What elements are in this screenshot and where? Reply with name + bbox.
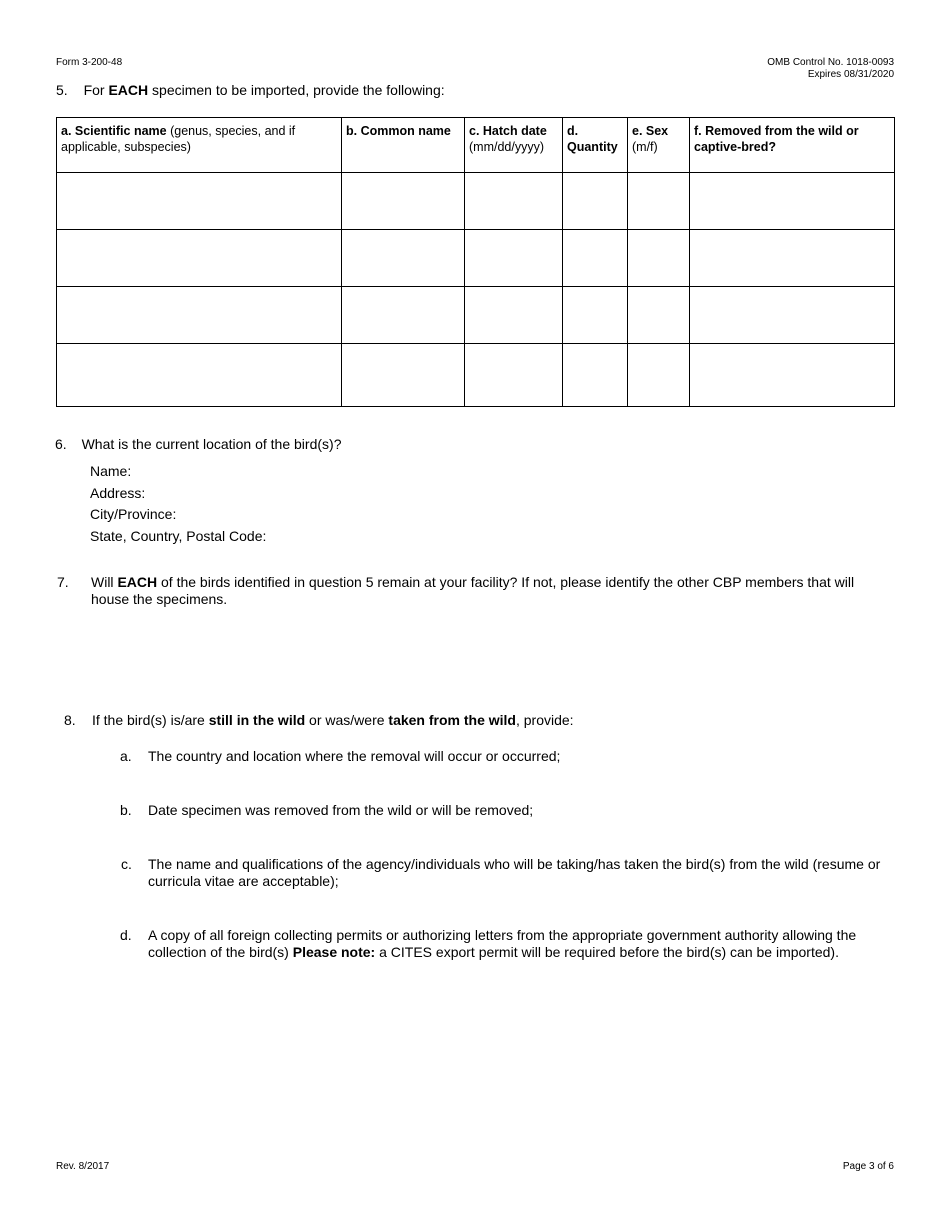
expiration-date: Expires 08/31/2020 bbox=[807, 69, 894, 80]
cell-common-name[interactable] bbox=[342, 173, 465, 230]
cell-hatch-date[interactable] bbox=[465, 344, 563, 407]
cell-common-name[interactable] bbox=[342, 287, 465, 344]
question-7-text: Will EACH of the birds identified in question 5 remain at your facility? If not, please identify the other CBP members that will house the specimens. bbox=[91, 574, 855, 607]
table-row bbox=[57, 173, 895, 230]
item-b-letter: b. bbox=[120, 802, 132, 818]
question-6-text: What is the current location of the bird(s)? bbox=[81, 436, 342, 452]
cell-hatch-date[interactable] bbox=[465, 173, 563, 230]
cell-scientific-name[interactable] bbox=[57, 287, 342, 344]
specimen-table-header bbox=[57, 118, 895, 173]
cell-quantity[interactable] bbox=[563, 173, 628, 230]
location-address-label: Address: bbox=[90, 484, 146, 501]
cell-scientific-name[interactable] bbox=[57, 230, 342, 287]
form-number: Form 3-200-48 bbox=[56, 57, 123, 68]
question-6 bbox=[55, 436, 341, 453]
table-row bbox=[57, 287, 895, 344]
table-row bbox=[57, 230, 895, 287]
item-c-letter: c. bbox=[121, 856, 132, 872]
cell-quantity[interactable] bbox=[563, 287, 628, 344]
cell-sex[interactable] bbox=[628, 287, 690, 344]
cell-hatch-date[interactable] bbox=[465, 287, 563, 344]
location-state-country-label: State, Country, Postal Code: bbox=[90, 527, 267, 544]
cell-sex[interactable] bbox=[628, 230, 690, 287]
question-8-text: If the bird(s) is/are still in the wild or was/were taken from the wild, provide: bbox=[92, 712, 574, 728]
location-name-label: Name: bbox=[90, 463, 132, 479]
item-b-text: Date specimen was removed from the wild or will be removed; bbox=[148, 802, 534, 818]
location-fields bbox=[90, 461, 266, 547]
question-6-number: 6. bbox=[55, 436, 67, 452]
item-c-text: The name and qualifications of the agency/individuals who will be taking/has taken the bird(s) from the wild (resume or curricula vitae are acceptable); bbox=[148, 856, 881, 889]
question-5-number: 5. bbox=[56, 82, 68, 98]
cell-removed-from-wild[interactable] bbox=[690, 230, 895, 287]
item-d-letter: d. bbox=[120, 927, 132, 943]
cell-scientific-name[interactable] bbox=[57, 173, 342, 230]
question-5 bbox=[56, 82, 445, 99]
omb-control-number: OMB Control No. 1018-0093 bbox=[767, 57, 894, 68]
col-sex: e. Sex (m/f) bbox=[628, 118, 690, 173]
revision-date: Rev. 8/2017 bbox=[56, 1161, 110, 1172]
item-a-letter: a. bbox=[120, 748, 132, 764]
cell-removed-from-wild[interactable] bbox=[690, 344, 895, 407]
col-common-name: b. Common name bbox=[342, 118, 465, 173]
cell-removed-from-wild[interactable] bbox=[690, 287, 895, 344]
omb-info bbox=[767, 57, 894, 81]
item-d-text: A copy of all foreign collecting permits or authorizing letters from the appropriate government authority allowing the collection of the bird(s) Please note: a CITES export permit will be required before the bird(s) can be imported). bbox=[148, 927, 857, 960]
cell-hatch-date[interactable] bbox=[465, 230, 563, 287]
cell-quantity[interactable] bbox=[563, 230, 628, 287]
cell-sex[interactable] bbox=[628, 344, 690, 407]
item-a-text: The country and location where the removal will occur or occurred; bbox=[148, 748, 561, 764]
question-8-number: 8. bbox=[64, 712, 76, 728]
location-city-label: City/Province: bbox=[90, 506, 177, 522]
table-row bbox=[57, 344, 895, 407]
col-quantity: d. Quantity bbox=[563, 118, 628, 173]
specimen-table bbox=[56, 117, 895, 407]
question-5-text: For EACH specimen to be imported, provide the following: bbox=[83, 82, 445, 98]
col-removed-from-wild: f. Removed from the wild or captive-bred? bbox=[690, 118, 895, 173]
page-number: Page 3 of 6 bbox=[842, 1161, 894, 1172]
cell-common-name[interactable] bbox=[342, 344, 465, 407]
question-7-number: 7. bbox=[57, 574, 69, 590]
col-scientific-name: a. Scientific name (genus, species, and if applicable, subspecies) bbox=[57, 118, 342, 173]
col-hatch-date: c. Hatch date (mm/dd/yyyy) bbox=[465, 118, 563, 173]
cell-removed-from-wild[interactable] bbox=[690, 173, 895, 230]
cell-quantity[interactable] bbox=[563, 344, 628, 407]
cell-common-name[interactable] bbox=[342, 230, 465, 287]
cell-sex[interactable] bbox=[628, 173, 690, 230]
cell-scientific-name[interactable] bbox=[57, 344, 342, 407]
